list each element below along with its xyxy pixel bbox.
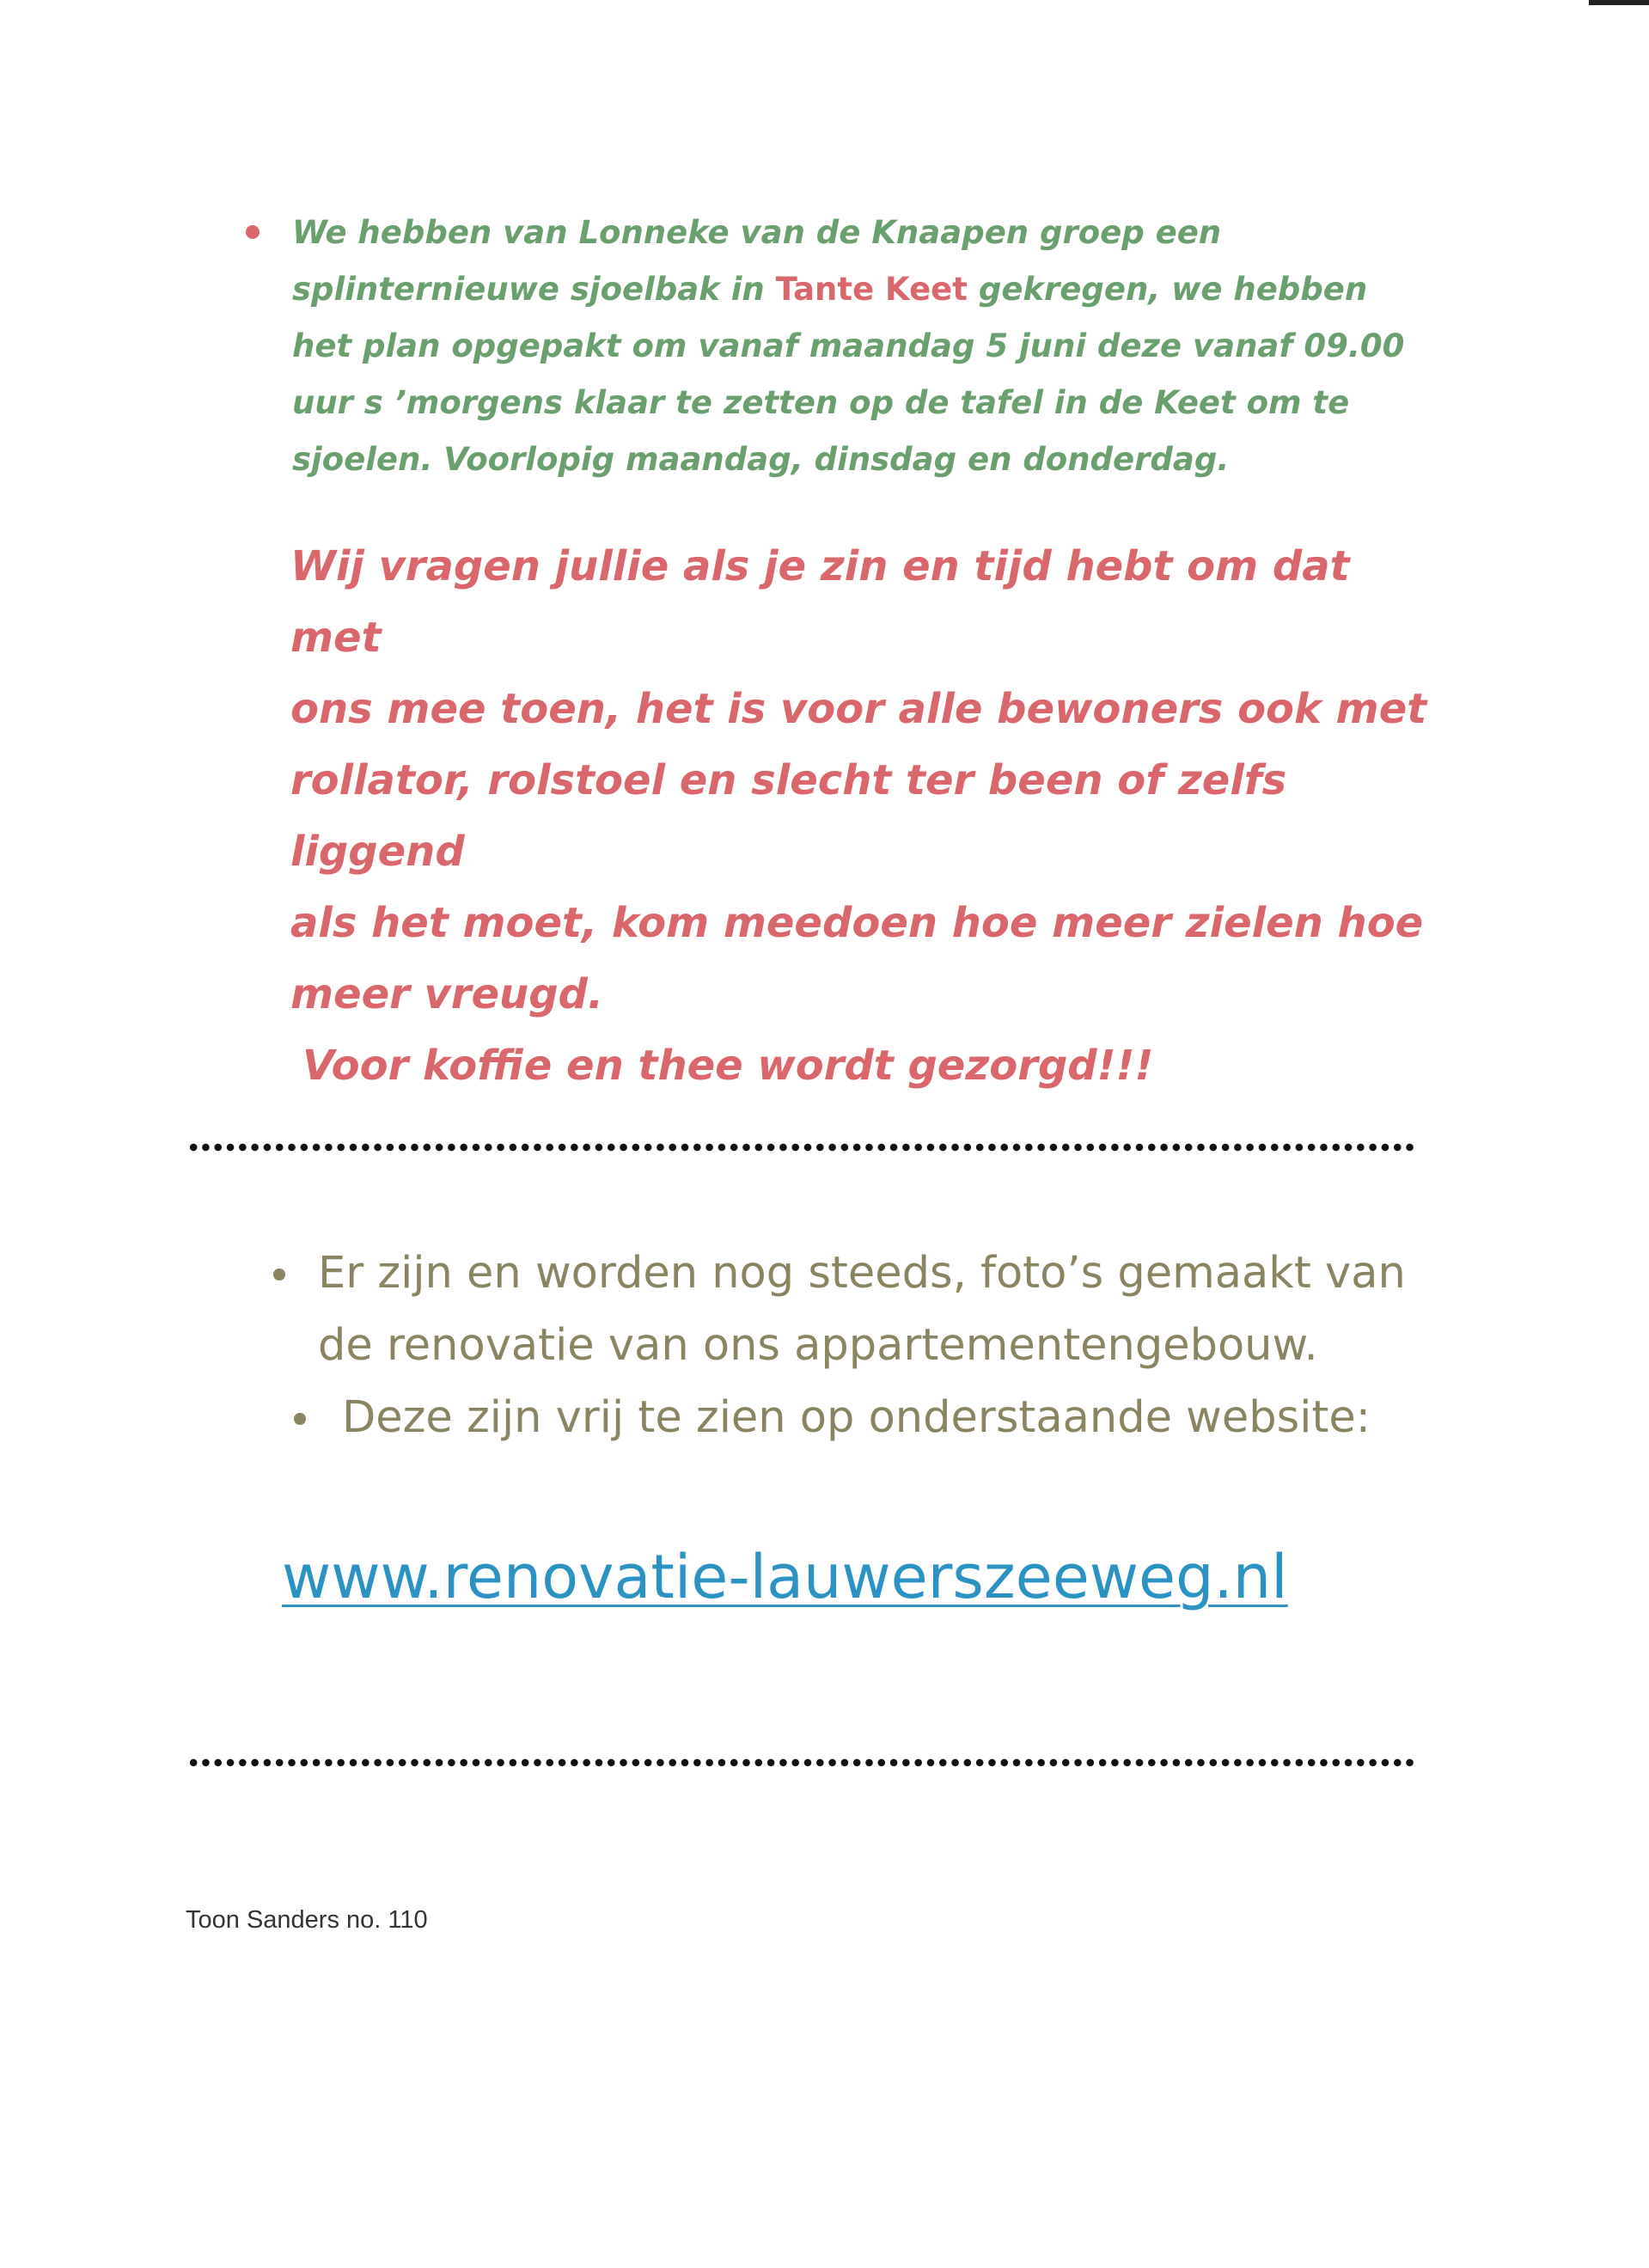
notice-line-5: sjoelen. Voorlopig maandag, dinsdag en donderdag.: [292, 441, 1230, 478]
invitation-line-2: ons mee toen, het is voor alle bewoners ook met: [290, 685, 1427, 733]
photos-line-1: Er zijn en worden nog steeds, foto’s gemaakt van: [318, 1248, 1406, 1299]
invitation-line-1: Wij vragen jullie als je zin en tijd hebt om dat met: [290, 542, 1350, 662]
bullet-dot-icon: [294, 1413, 306, 1425]
photos-line-2: de renovatie van ons appartementengebouw.: [318, 1320, 1318, 1371]
bullet-dot-icon: [246, 225, 260, 239]
invitation-text: [290, 531, 1451, 1102]
notice-line-1: We hebben van Lonneke van de Knaapen groep een: [292, 214, 1222, 251]
photos-item-website: [273, 1382, 1476, 1454]
dotted-divider-bottom: [187, 1758, 1416, 1767]
notice-line-2b: gekregen, we hebben: [967, 271, 1368, 308]
website-link[interactable]: www.renovatie-lauwerszeeweg.nl: [282, 1542, 1288, 1612]
sjoelbak-notice-text: [292, 205, 1442, 488]
dotted-divider-top: [187, 1143, 1416, 1152]
invitation-line-5: meer vreugd.: [290, 970, 604, 1018]
signature: Toon Sanders no. 110: [186, 1906, 428, 1934]
coffee-line: Voor koffie en thee wordt gezorgd!!!: [302, 1042, 1154, 1090]
bullet-dot-icon: [273, 1268, 285, 1281]
photos-line-3: Deze zijn vrij te zien op onderstaande website:: [342, 1392, 1371, 1443]
photos-item-renovation: [273, 1238, 1476, 1382]
scan-edge-mark: [1589, 0, 1649, 5]
tante-keet-name: Tante Keet: [775, 271, 968, 308]
sjoelbak-notice: [239, 205, 1442, 488]
notice-line-2a: splinternieuwe sjoelbak in: [292, 271, 776, 308]
invitation-line-3: rollator, rolstoel en slecht ter been of zelfs liggend: [290, 756, 1287, 876]
notice-line-3: het plan opgepakt om vanaf maandag 5 juni deze vanaf 09.00: [292, 327, 1405, 364]
notice-line-4: uur s ’morgens klaar te zetten op de tafel in de Keet om te: [292, 384, 1350, 421]
photos-section: [273, 1238, 1476, 1454]
invitation-line-4: als het moet, kom meedoen hoe meer zielen hoe: [290, 899, 1424, 947]
